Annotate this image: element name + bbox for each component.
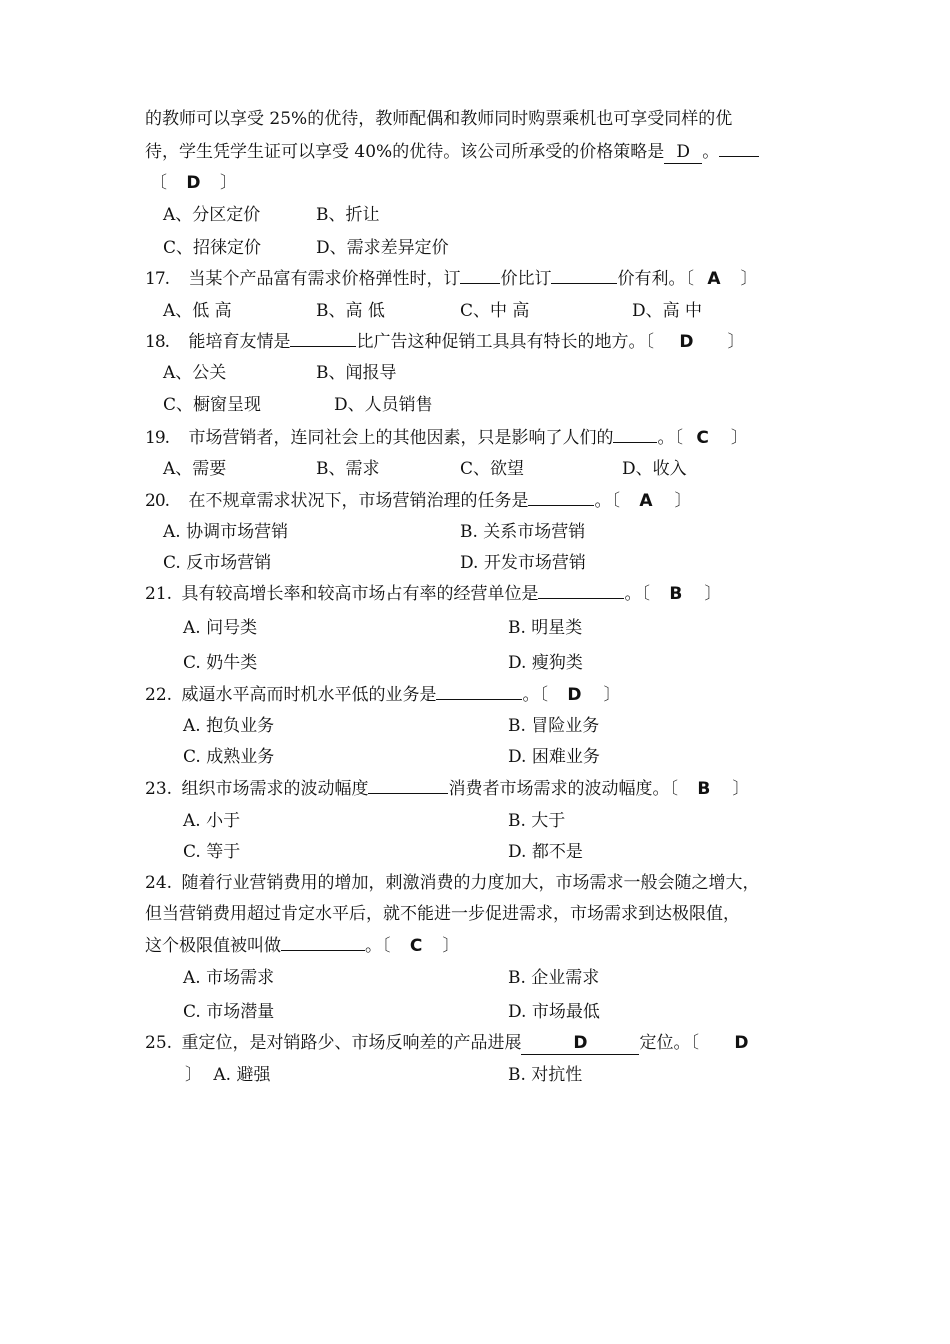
q19-text-pre: 市场营销者，连同社会上的其他因素，只是影响了人们的 [188,428,614,448]
q17-option-c: C、中 高 [460,301,530,321]
q21-text-post: 。〔 [624,584,650,604]
q23-option-c: C. 等于 [183,842,241,862]
q23-stem [145,778,749,800]
q21-text-pre: 具有较高增长率和较高市场占有率的经营单位是 [181,584,539,604]
q24-bracket-close: 〕 [442,936,460,956]
q17-answer: A [707,269,721,289]
q16-blank [719,141,759,157]
q19-option-c: C、欲望 [460,459,525,479]
q18-answer: D [679,332,694,352]
q25-option-a: A. 避强 [213,1065,271,1085]
q23-answer: B [697,779,711,799]
q16-answer-bracket [150,172,237,194]
q20-option-b: B. 关系市场营销 [460,522,586,542]
q16-bracket-open: 〔 [150,173,167,193]
q17-text-mid: 价比订 [500,269,552,289]
q16-option-b: B、折让 [316,205,380,225]
q21-option-b: B. 明星类 [508,618,583,638]
q19-option-d: D、收入 [622,459,687,479]
q16-bracket-close: 〕 [219,173,237,193]
q21-option-a: A. 问号类 [183,618,258,638]
q18-stem [145,331,744,353]
q24-text-line1: 随着行业营销费用的增加，刺激消费的力度加大，市场需求一般会随之增大， [181,873,760,893]
q16-option-d: D、需求差异定价 [316,238,449,258]
q24-stem-line2: 但当营销费用超过肯定水平后，就不能进一步促进需求，市场需求到达极限值， [145,904,740,924]
q16-answer: D [186,173,201,193]
q25-answer: D [734,1033,749,1053]
q22-text-post: 。〔 [522,685,548,705]
q19-bracket-close: 〕 [730,428,748,448]
q20-text-pre: 在不规章需求状况下，市场营销治理的任务是 [188,491,529,511]
q16-line1: 的教师可以享受 25%的优待，教师配偶和教师同时购票乘机也可享受同样的优 [145,109,733,129]
q20-bracket-close: 〕 [674,491,692,511]
q24-option-b: B. 企业需求 [508,968,600,988]
q18-option-b: B、闻报导 [316,363,397,383]
q24-text-post: 。〔 [365,936,391,956]
q18-text-post: 比广告这种促销工具具有特长的地方。〔 [356,332,654,352]
q23-text-post: 消费者市场需求的波动幅度。〔 [448,779,678,799]
q19-number: 19. [145,428,170,448]
q24-option-c: C. 市场潜量 [183,1002,275,1022]
q20-blank [528,490,594,506]
q22-option-c: C. 成熟业务 [183,747,275,767]
q23-option-a: A. 小于 [183,811,241,831]
q16-line2 [145,141,759,164]
q23-bracket-close: 〕 [732,779,750,799]
q21-blank [538,583,624,599]
q25-bracket-close: 〕 [185,1065,202,1085]
q22-stem [145,684,620,706]
q24-blank [281,935,365,951]
q22-text-pre: 威逼水平高而时机水平低的业务是 [181,685,437,705]
q25-text-pre: 重定位，是对销路少、市场反响差的产品进展 [181,1033,522,1053]
q19-option-a: A、需要 [163,459,227,479]
q23-option-d: D. 都不是 [508,842,583,862]
q22-answer: D [567,685,582,705]
q19-answer: C [696,428,709,448]
q24-option-a: A. 市场需求 [183,968,275,988]
q25-stem [145,1032,748,1055]
q24-option-d: D. 市场最低 [508,1002,600,1022]
q24-text-pre: 这个极限值被叫做 [145,936,281,956]
q20-answer: A [639,491,653,511]
q21-bracket-close: 〕 [704,584,722,604]
q20-option-a: A. 协调市场营销 [163,522,289,542]
q17-blank-2 [551,268,617,284]
q25-line2 [185,1064,271,1086]
q20-stem [145,490,692,512]
q21-number: 21. [145,584,173,604]
q16-option-c: C、招徕定价 [163,238,262,258]
q16-line2-text: 待，学生凭学生证可以享受 40%的优待。该公司所承受的价格策略是 [145,142,665,162]
q17-text-pre: 当某个产品富有需求价格弹性时，订 [188,269,461,289]
q24-answer: C [409,936,423,956]
q25-text-post: 定位。〔 [639,1033,699,1053]
q25-inline-answer: D [521,1032,639,1055]
q17-option-b: B、高 低 [316,301,385,321]
q18-text-pre: 能培育友情是 [188,332,291,352]
q21-answer: B [669,584,683,604]
q19-option-b: B、需求 [316,459,380,479]
q17-option-d: D、高 中 [632,301,703,321]
q22-option-b: B. 冒险业务 [508,716,600,736]
q19-blank [613,427,657,443]
q16-line2-post: 。 [702,142,720,162]
q17-number: 17. [145,269,170,289]
q18-option-a: A、公关 [163,363,227,383]
q22-option-d: D. 困难业务 [508,747,600,767]
q24-stem-line3 [145,935,459,957]
q19-text-post: 。〔 [657,428,683,448]
q18-blank [290,331,356,347]
q22-blank [436,684,522,700]
q16-inline-answer: D [664,141,702,164]
q21-stem [145,583,721,605]
q19-stem [145,427,748,449]
q17-blank-1 [460,268,500,284]
q23-option-b: B. 大于 [508,811,566,831]
q17-bracket-close: 〕 [740,269,758,289]
q17-stem [145,268,758,290]
q20-number: 20. [145,491,170,511]
q16-option-a: A、分区定价 [163,205,261,225]
q23-text-pre: 组织市场需求的波动幅度 [181,779,369,799]
q20-option-d: D. 开发市场营销 [460,553,586,573]
q21-option-c: C. 奶牛类 [183,653,258,673]
q24-stem-line1 [145,872,759,894]
q18-bracket-close: 〕 [727,332,745,352]
q24-number: 24. [145,873,173,893]
q25-option-b: B. 对抗性 [508,1065,583,1085]
q17-option-a: A、低 高 [163,301,232,321]
q20-option-c: C. 反市场营销 [163,553,272,573]
q22-bracket-close: 〕 [603,685,621,705]
q18-number: 18. [145,332,170,352]
q23-blank [368,778,448,794]
q23-number: 23. [145,779,173,799]
q22-number: 22. [145,685,173,705]
q20-text-post: 。〔 [594,491,620,511]
q18-option-d: D、人员销售 [334,395,433,415]
q21-option-d: D. 瘦狗类 [508,653,583,673]
q18-option-c: C、橱窗呈现 [163,395,262,415]
q25-number: 25. [145,1033,173,1053]
q17-text-post: 价有利。〔 [617,269,694,289]
q22-option-a: A. 抱负业务 [183,716,275,736]
